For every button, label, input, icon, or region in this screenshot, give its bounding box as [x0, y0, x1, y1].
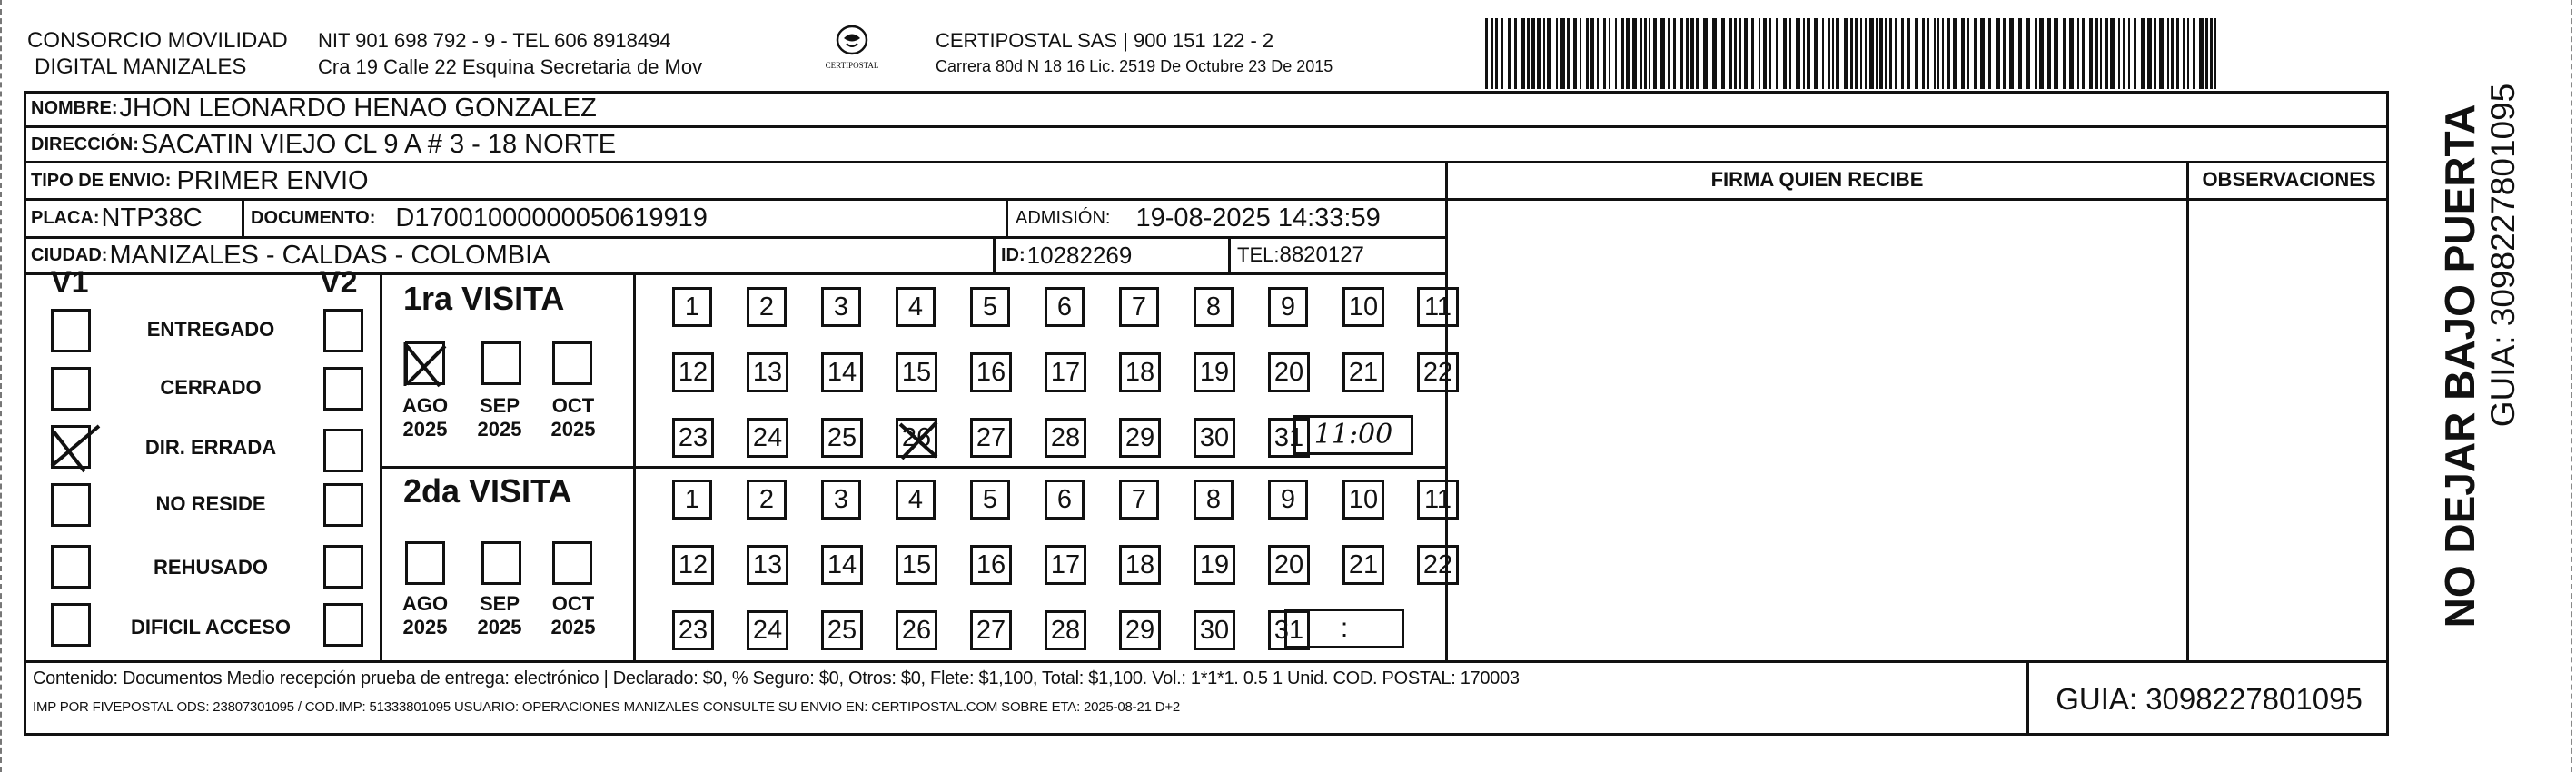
visit2-day-4[interactable]: 4: [896, 480, 936, 520]
company-name: [27, 27, 288, 80]
barcode-bar: [1696, 18, 1699, 89]
observaciones-area[interactable]: [2189, 201, 2389, 660]
tipo-envio-key: TIPO DE ENVIO:: [31, 170, 172, 191]
barcode-bar: [2214, 18, 2216, 89]
barcode-bar: [2110, 18, 2115, 89]
visit1-time-field[interactable]: [1293, 415, 1413, 455]
barcode-bar: [1907, 18, 1910, 89]
barcode-bar: [2047, 18, 2051, 89]
barcode-bar: [1501, 18, 1503, 89]
barcode-bar: [1495, 18, 1498, 89]
visit1-day-26[interactable]: 26: [896, 418, 937, 458]
visit1-day-19[interactable]: 19: [1194, 352, 1235, 392]
visit2-day-13[interactable]: 13: [747, 545, 788, 585]
visit2-month-checkbox-sep[interactable]: [481, 541, 521, 585]
visit2-month-checkbox-ago[interactable]: [405, 541, 445, 585]
visit1-month-checkbox-ago[interactable]: [405, 341, 445, 385]
observaciones-header: OBSERVACIONES: [2202, 168, 2376, 191]
barcode-bar: [2193, 18, 2195, 89]
visit2-title: 2da VISITA: [403, 472, 572, 510]
ciudad-value: MANIZALES - CALDAS - COLOMBIA: [109, 240, 550, 270]
checkmark-icon: [895, 417, 942, 464]
visit2-month-label-sep: [471, 592, 528, 640]
barcode-bar: [2147, 18, 2152, 89]
visit2-day-29[interactable]: 29: [1119, 610, 1161, 650]
visit2-day-16[interactable]: 16: [970, 545, 1012, 585]
barcode-bar: [2003, 18, 2006, 89]
logo-text: CERTIPOSTAL: [825, 61, 879, 70]
barcode-bar: [1744, 18, 1748, 89]
tel-value: 8820127: [1279, 242, 1364, 267]
visit2-day-28[interactable]: 28: [1045, 610, 1086, 650]
visit1-day-29[interactable]: 29: [1119, 418, 1161, 458]
month-year: 2025: [550, 616, 596, 639]
visit2-day-11[interactable]: 11: [1417, 480, 1459, 520]
firma-area[interactable]: [1448, 201, 2186, 660]
barcode-bar: [2054, 18, 2058, 89]
barcode: [1485, 18, 2221, 89]
barcode-bar: [1721, 18, 1725, 89]
visit2-month-label-oct: [545, 592, 601, 640]
visit1-day-20[interactable]: 20: [1268, 352, 1310, 392]
v2-checkbox-dificil-acceso[interactable]: [323, 603, 363, 647]
visit1-day-2[interactable]: 2: [747, 287, 787, 327]
barcode-bar: [2171, 18, 2174, 89]
id-value: 10282269: [1026, 241, 1133, 269]
visit1-day-8[interactable]: 8: [1194, 287, 1234, 327]
checkmark-icon: [403, 339, 452, 390]
barcode-bar: [1649, 18, 1650, 89]
col-divider: [1228, 236, 1231, 272]
visit2-time-placeholder: :: [1340, 613, 1349, 643]
visit2-day-21[interactable]: 21: [1342, 545, 1384, 585]
barcode-bar: [1869, 18, 1874, 89]
v1-checkbox-dificil-acceso[interactable]: [51, 603, 91, 647]
barcode-bar: [1653, 18, 1657, 89]
v2-checkbox-dir-errada[interactable]: [323, 429, 363, 472]
visit1-day-23[interactable]: 23: [672, 418, 714, 458]
status-label-no-reside: NO RESIDE: [155, 492, 266, 515]
barcode-bar: [1621, 18, 1624, 89]
barcode-bar: [1660, 18, 1665, 89]
barcode-bar: [2199, 18, 2204, 89]
barcode-bar: [1751, 18, 1754, 89]
barcode-bar: [1769, 18, 1771, 89]
barcode-bar: [1712, 18, 1717, 89]
barcode-bar: [1531, 18, 1535, 89]
barcode-bar: [1855, 18, 1858, 89]
visit1-month-label-sep: [471, 394, 528, 442]
barcode-bar: [1996, 18, 2000, 89]
visit1-day-28[interactable]: 28: [1045, 418, 1086, 458]
month-year: 2025: [477, 418, 522, 441]
visit1-day-16[interactable]: 16: [970, 352, 1012, 392]
barcode-bar: [2210, 18, 2213, 89]
visit1-day-3[interactable]: 3: [821, 287, 861, 327]
certipostal-logo: [816, 24, 888, 78]
barcode-bar: [2176, 18, 2179, 89]
courier-line1: CERTIPOSTAL SAS | 900 151 122 - 2: [936, 29, 1274, 52]
barcode-bar: [2141, 18, 2145, 89]
barcode-bar: [1953, 18, 1957, 89]
v2-checkbox-cerrado[interactable]: [323, 367, 363, 411]
barcode-bar: [1543, 18, 1545, 89]
visit2-day-23[interactable]: 23: [672, 610, 714, 650]
status-label-rehusado: REHUSADO: [154, 556, 268, 579]
barcode-bar: [1865, 18, 1867, 89]
visit2-day-22[interactable]: 22: [1417, 545, 1459, 585]
visit1-day-31[interactable]: 31: [1268, 418, 1310, 458]
barcode-bar: [1680, 18, 1683, 89]
barcode-bar: [2134, 18, 2136, 89]
visit1-month-label-ago: [397, 394, 453, 442]
visit2-day-15[interactable]: 15: [896, 545, 937, 585]
visit2-day-27[interactable]: 27: [970, 610, 1012, 650]
visit1-day-25[interactable]: 25: [821, 418, 863, 458]
visit1-day-30[interactable]: 30: [1194, 418, 1235, 458]
month-year: 2025: [477, 616, 522, 639]
visit1-day-10[interactable]: 10: [1342, 287, 1384, 327]
barcode-bar: [1560, 18, 1565, 89]
v1-checkbox-entregado[interactable]: [51, 309, 91, 352]
status-label-dificil-acceso: DIFICIL ACCESO: [130, 616, 291, 638]
id-field: [1001, 238, 1132, 272]
visit2-time-field[interactable]: [1284, 609, 1404, 648]
barcode-bar: [1626, 18, 1630, 89]
barcode-bar: [2069, 18, 2074, 89]
barcode-bar: [1508, 18, 1511, 89]
barcode-bar: [1803, 18, 1805, 89]
barcode-bar: [1609, 18, 1610, 89]
barcode-bar: [1586, 18, 1589, 89]
company-address: Cra 19 Calle 22 Esquina Secretaria de Mov: [318, 55, 703, 78]
v2-checkbox-rehusado[interactable]: [323, 545, 363, 589]
barcode-bar: [2205, 18, 2208, 89]
col-divider: [242, 198, 244, 236]
barcode-bar: [1527, 18, 1530, 89]
barcode-bar: [1729, 18, 1732, 89]
visit1-time-value: 11:00: [1313, 419, 1393, 450]
company-nit: NIT 901 698 792 - 9 - TEL 606 8918494: [318, 29, 671, 52]
visit2-day-31[interactable]: 31: [1268, 610, 1310, 650]
checkmark-icon: [48, 421, 103, 475]
barcode-bar: [1961, 18, 1965, 89]
visit2-day-14[interactable]: 14: [821, 545, 863, 585]
barcode-bar: [2167, 18, 2169, 89]
barcode-bar: [2077, 18, 2079, 89]
barcode-bar: [1547, 18, 1551, 89]
visit1-day-17[interactable]: 17: [1045, 352, 1086, 392]
visit1-month-checkbox-oct[interactable]: [552, 341, 592, 385]
barcode-bar: [1988, 18, 1991, 89]
barcode-bar: [2100, 18, 2102, 89]
visit1-day-18[interactable]: 18: [1119, 352, 1161, 392]
barcode-bar: [1789, 18, 1791, 89]
barcode-bar: [2035, 18, 2037, 89]
barcode-bar: [1807, 18, 1810, 89]
barcode-bar: [1844, 18, 1848, 89]
barcode-bar: [1836, 18, 1839, 89]
visit2-day-8[interactable]: 8: [1194, 480, 1234, 520]
barcode-bar: [1739, 18, 1741, 89]
direccion-field: [31, 127, 616, 162]
barcode-bar: [1796, 18, 1800, 89]
barcode-bar: [1567, 18, 1570, 89]
month-name: AGO: [401, 592, 449, 615]
v2-checkbox-entregado[interactable]: [323, 309, 363, 352]
barcode-bar: [1889, 18, 1892, 89]
placa-field: [31, 200, 203, 236]
barcode-bar: [1521, 18, 1525, 89]
admision-key: ADMISIÓN:: [1016, 207, 1111, 228]
barcode-bar: [1686, 18, 1689, 89]
visit2-day-10[interactable]: 10: [1342, 480, 1384, 520]
barcode-bar: [2063, 18, 2066, 89]
col-divider: [1006, 198, 1008, 236]
courier-line2: Carrera 80d N 18 16 Lic. 2519 De Octubre 23 De 2015: [936, 57, 1333, 75]
visit2-day-1[interactable]: 1: [672, 480, 712, 520]
barcode-bar: [2009, 18, 2014, 89]
courier-info: [936, 27, 1333, 80]
barcode-bar: [1556, 18, 1558, 89]
month-name: SEP: [479, 394, 520, 417]
visit2-day-30[interactable]: 30: [1194, 610, 1235, 650]
visit1-day-4[interactable]: 4: [896, 287, 936, 327]
barcode-bar: [1974, 18, 1977, 89]
barcode-bar: [1668, 18, 1670, 89]
admision-field: [1016, 200, 1381, 236]
barcode-bar: [1915, 18, 1918, 89]
barcode-bar: [1942, 18, 1944, 89]
barcode-bar: [2183, 18, 2185, 89]
barcode-bar: [2089, 18, 2093, 89]
barcode-bar: [1537, 18, 1541, 89]
status-label-dir-errada: DIR. ERRADA: [144, 436, 277, 459]
visit1-day-14[interactable]: 14: [821, 352, 863, 392]
barcode-bar: [1514, 18, 1517, 89]
barcode-bar: [1759, 18, 1760, 89]
barcode-bar: [1934, 18, 1936, 89]
visit2-day-9[interactable]: 9: [1268, 480, 1308, 520]
company-name-line2: DIGITAL MANIZALES: [35, 54, 247, 79]
footer-content-line: Contenido: Documentos Medio recepción prueba de entrega: electrónico | Declarado: $0, % Seguro: $0, Otros: $0, Flete: $1,100, Total: $1,100. Vol.: 1*1*1. 0.5 1 Unid. COD. POSTAL: 170003: [33, 668, 1520, 688]
visit2-month-label-ago: [397, 592, 453, 640]
barcode-bar: [1895, 18, 1897, 89]
barcode-bar: [1703, 18, 1708, 89]
tipo-envio-field: [31, 163, 369, 199]
barcode-bar: [1644, 18, 1647, 89]
v1-header: V1: [51, 265, 89, 300]
logo-icon: [834, 24, 870, 56]
visit1-day-13[interactable]: 13: [747, 352, 788, 392]
barcode-bar: [1615, 18, 1617, 89]
barcode-bar: [1885, 18, 1887, 89]
visit2-day-19[interactable]: 19: [1194, 545, 1235, 585]
barcode-bar: [1922, 18, 1925, 89]
visit1-day-11[interactable]: 11: [1417, 287, 1459, 327]
visit-separator: [380, 466, 1448, 469]
documento-value: D17001000000050619919: [395, 203, 708, 233]
status-label-entregado: ENTREGADO: [146, 318, 275, 341]
ciudad-key: CIUDAD:: [31, 244, 108, 265]
visit1-day-27[interactable]: 27: [970, 418, 1012, 458]
visit1-day-24[interactable]: 24: [747, 418, 788, 458]
footer-guia: GUIA: 3098227801095: [2056, 682, 2363, 716]
visit2-day-26[interactable]: 26: [896, 610, 937, 650]
barcode-bar: [1860, 18, 1862, 89]
visit2-day-24[interactable]: 24: [747, 610, 788, 650]
barcode-bar: [2095, 18, 2098, 89]
barcode-bar: [2082, 18, 2085, 89]
v1-checkbox-no-reside[interactable]: [51, 483, 91, 527]
barcode-bar: [1597, 18, 1599, 89]
barcode-bar: [1776, 18, 1778, 89]
barcode-bar: [1573, 18, 1577, 89]
month-name: OCT: [551, 394, 595, 417]
barcode-bar: [1632, 18, 1637, 89]
tel-key: TEL:: [1237, 243, 1280, 266]
nombre-key: NOMBRE:: [31, 97, 118, 118]
barcode-bar: [1850, 18, 1853, 89]
barcode-bar: [2039, 18, 2044, 89]
barcode-bar: [2026, 18, 2030, 89]
barcode-bar: [1876, 18, 1878, 89]
documento-key: DOCUMENTO:: [251, 207, 376, 228]
company-info: [318, 27, 702, 80]
barcode-bar: [1814, 18, 1818, 89]
visit1-day-5[interactable]: 5: [970, 287, 1010, 327]
company-name-line1: CONSORCIO MOVILIDAD: [27, 28, 288, 53]
v1-checkbox-dir-errada[interactable]: [51, 425, 91, 469]
status-label-cerrado: CERRADO: [160, 376, 262, 399]
barcode-bar: [1822, 18, 1824, 89]
side-text-block: [2394, 83, 2522, 645]
tel-field: [1237, 238, 1364, 272]
visit2-day-5[interactable]: 5: [970, 480, 1010, 520]
visit2-day-3[interactable]: 3: [821, 480, 861, 520]
barcode-bar: [2187, 18, 2189, 89]
visit2-day-25[interactable]: 25: [821, 610, 863, 650]
v2-header: V2: [320, 265, 358, 300]
barcode-bar: [1603, 18, 1606, 89]
tipo-envio-value: PRIMER ENVIO: [176, 165, 369, 195]
placa-value: NTP38C: [101, 203, 203, 233]
barcode-bar: [1590, 18, 1594, 89]
visit1-day-1[interactable]: 1: [672, 287, 712, 327]
right-scan-edge: [2571, 0, 2574, 772]
barcode-bar: [2159, 18, 2164, 89]
visit1-day-6[interactable]: 6: [1045, 287, 1085, 327]
visit1-month-checkbox-sep[interactable]: [481, 341, 521, 385]
barcode-bar: [2018, 18, 2022, 89]
barcode-bar: [2105, 18, 2108, 89]
left-scan-edge: [0, 0, 4, 772]
visit1-day-15[interactable]: 15: [896, 352, 937, 392]
barcode-bar: [2128, 18, 2130, 89]
barcode-bar: [1828, 18, 1830, 89]
barcode-bar: [1879, 18, 1883, 89]
month-year: 2025: [402, 418, 448, 441]
row-divider: [24, 272, 1448, 275]
barcode-bar: [1937, 18, 1939, 89]
barcode-bar: [2123, 18, 2125, 89]
side-guia-text: GUIA: 3098227801095: [2484, 83, 2522, 428]
id-key: ID:: [1001, 244, 1025, 265]
direccion-key: DIRECCIÓN:: [31, 134, 139, 154]
month-year: 2025: [550, 418, 596, 441]
visit1-day-7[interactable]: 7: [1119, 287, 1159, 327]
visit2-day-12[interactable]: 12: [672, 545, 714, 585]
barcode-bar: [1783, 18, 1787, 89]
v2-checkbox-no-reside[interactable]: [323, 483, 363, 527]
visit2-day-7[interactable]: 7: [1119, 480, 1159, 520]
visit1-day-22[interactable]: 22: [1417, 352, 1459, 392]
visit2-day-20[interactable]: 20: [1268, 545, 1310, 585]
barcode-bar: [1763, 18, 1767, 89]
side-warning-text: NO DEJAR BAJO PUERTA: [2436, 104, 2483, 628]
visit2-day-18[interactable]: 18: [1119, 545, 1161, 585]
barcode-graphic: [1485, 18, 2221, 89]
barcode-bar: [1485, 18, 1488, 89]
placa-key: PLACA:: [31, 207, 100, 228]
v1-checkbox-rehusado[interactable]: [51, 545, 91, 589]
month-name: OCT: [551, 592, 595, 615]
visit1-day-12[interactable]: 12: [672, 352, 714, 392]
documento-field: [251, 200, 708, 236]
barcode-bar: [1640, 18, 1642, 89]
barcode-bar: [1901, 18, 1904, 89]
nombre-field: [31, 91, 597, 125]
col-divider: [993, 236, 996, 272]
barcode-bar: [1580, 18, 1581, 89]
month-year: 2025: [402, 616, 448, 639]
barcode-bar: [1673, 18, 1676, 89]
barcode-bar: [1967, 18, 1969, 89]
footer-imp-line: IMP POR FIVEPOSTAL ODS: 23807301095 / COD.IMP: 51333801095 USUARIO: OPERACIONES MANIZALES CONSULTE SU ENVIO EN: CERTIPOSTAL.COM SOBRE ETA: 2025-08-21 D+2: [33, 699, 1181, 715]
barcode-bar: [1980, 18, 1985, 89]
ciudad-field: [31, 238, 550, 272]
barcode-bar: [1491, 18, 1493, 89]
barcode-bar: [1832, 18, 1834, 89]
barcode-bar: [2154, 18, 2156, 89]
barcode-bar: [1734, 18, 1737, 89]
visit2-day-6[interactable]: 6: [1045, 480, 1085, 520]
barcode-bar: [2118, 18, 2120, 89]
visit1-title: 1ra VISITA: [403, 280, 565, 317]
barcode-bar: [1690, 18, 1694, 89]
visit1-month-label-oct: [545, 394, 601, 442]
month-name: AGO: [401, 394, 449, 417]
visit2-day-17[interactable]: 17: [1045, 545, 1086, 585]
visit2-month-checkbox-oct[interactable]: [552, 541, 592, 585]
visit1-day-21[interactable]: 21: [1342, 352, 1384, 392]
admision-value: 19-08-2025 14:33:59: [1135, 203, 1381, 233]
v1-checkbox-cerrado[interactable]: [51, 367, 91, 411]
barcode-bar: [1927, 18, 1929, 89]
nombre-value: JHON LEONARDO HENAO GONZALEZ: [119, 93, 597, 123]
month-name: SEP: [479, 592, 520, 615]
direccion-value: SACATIN VIEJO CL 9 A # 3 - 18 NORTE: [140, 129, 617, 159]
visit1-day-9[interactable]: 9: [1268, 287, 1308, 327]
visit2-day-2[interactable]: 2: [747, 480, 787, 520]
firma-header: FIRMA QUIEN RECIBE: [1710, 168, 1924, 191]
barcode-bar: [1947, 18, 1950, 89]
